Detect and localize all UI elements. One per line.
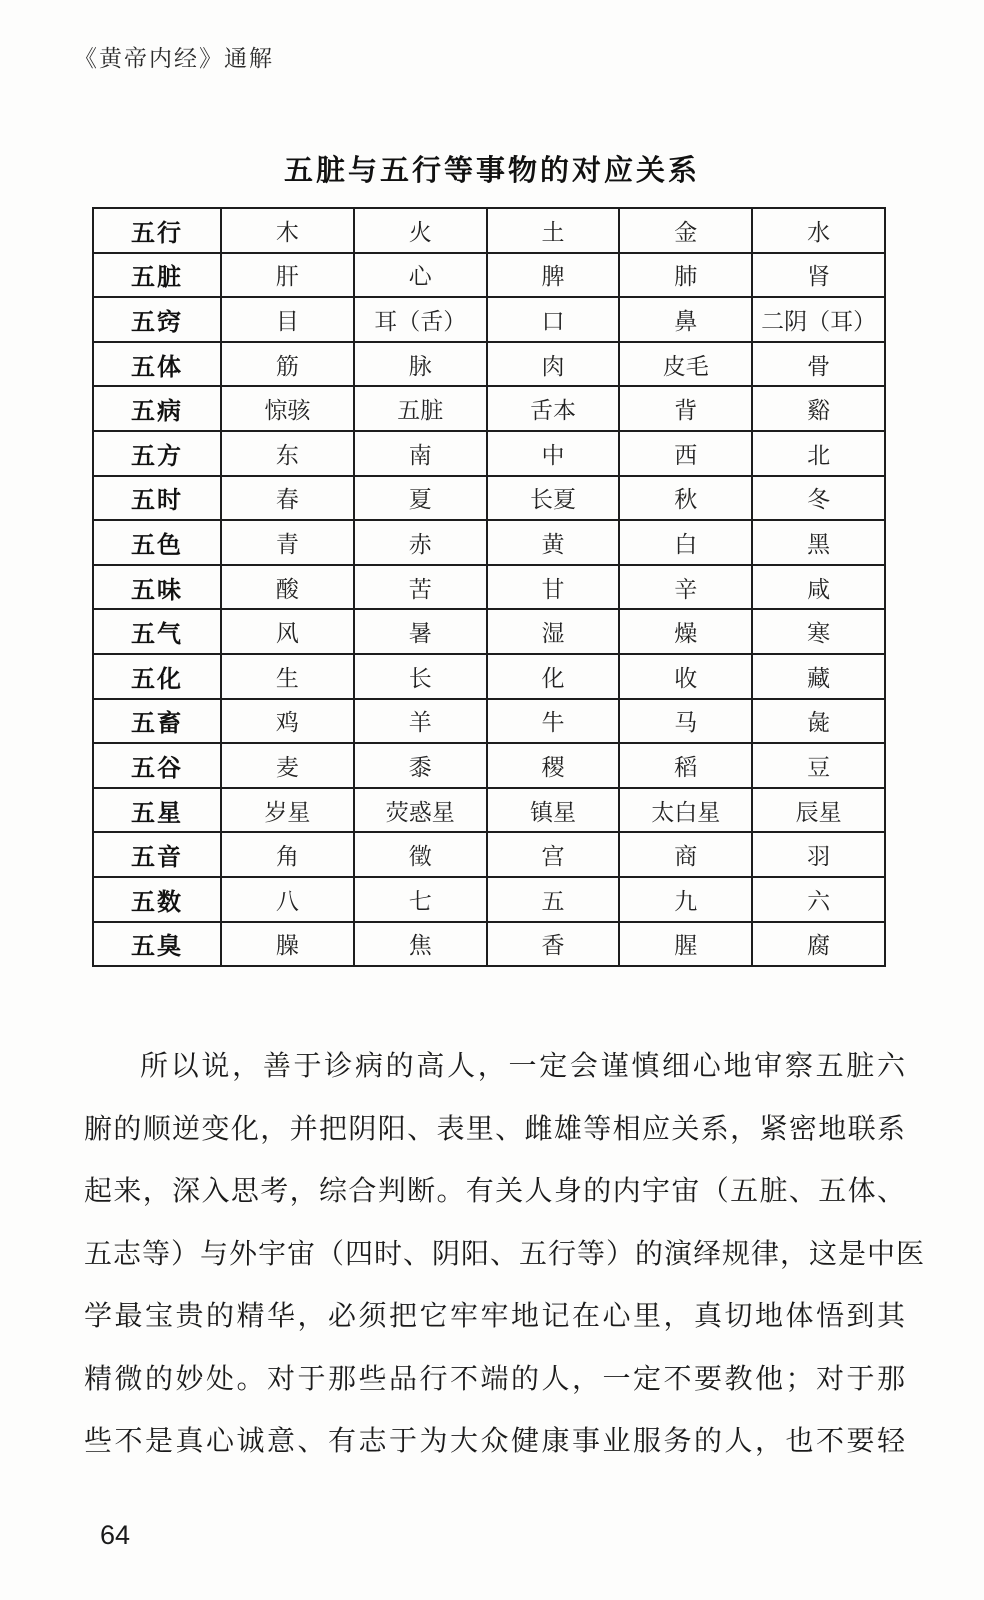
table-row [93,208,885,253]
row-header-cell: 五气 [93,609,221,654]
body-line: 起来，深入思考，综合判断。有关人身的内宇宙（五脏、五体、 [84,1176,906,1207]
page-number: 64 [100,1520,131,1550]
table-cell: 稻 [619,743,752,788]
running-header: 《黄帝内经》通解 [74,46,274,71]
table-cell: 太白星 [619,788,752,833]
table-cell: 九 [619,877,752,922]
table-cell: 脾 [487,253,620,298]
table-cell: 长 [354,654,487,699]
table-cell: 心 [354,253,487,298]
table-cell: 东 [221,431,354,476]
table-cell: 角 [221,832,354,877]
table-cell: 羽 [752,832,885,877]
body-line: 所以说，善于诊病的高人，一定会谨慎细心地审察五脏六 [140,1051,906,1082]
table-cell: 夏 [354,476,487,521]
table-row [93,253,885,298]
row-header-cell: 五时 [93,476,221,521]
table-cell: 黑 [752,520,885,565]
table-cell: 燥 [619,609,752,654]
table-cell: 腐 [752,922,885,967]
row-header-cell: 五音 [93,832,221,877]
table-cell: 咸 [752,565,885,610]
table-row [93,832,885,877]
table-cell: 香 [487,922,620,967]
table-cell: 湿 [487,609,620,654]
table-cell: 舌本 [487,386,620,431]
table-cell: 化 [487,654,620,699]
table-cell: 麦 [221,743,354,788]
body-paragraph [84,1036,926,1474]
table-cell: 木 [221,208,354,253]
row-header-cell: 五脏 [93,253,221,298]
row-header-cell: 五畜 [93,699,221,744]
table-cell: 皮毛 [619,342,752,387]
table-cell: 谿 [752,386,885,431]
body-line: 腑的顺逆变化，并把阴阳、表里、雌雄等相应关系，紧密地联系 [84,1113,906,1145]
row-header-cell: 五谷 [93,743,221,788]
table-cell: 生 [221,654,354,699]
table-cell: 五脏 [354,386,487,431]
table-cell: 徵 [354,832,487,877]
row-header-cell: 五体 [93,342,221,387]
table-row [93,699,885,744]
row-header-cell: 五味 [93,565,221,610]
row-header-cell: 五窍 [93,297,221,342]
table-cell: 西 [619,431,752,476]
table-row [93,297,885,342]
table-row [93,342,885,387]
table-cell: 鸡 [221,699,354,744]
table-cell: 腥 [619,922,752,967]
table-cell: 肉 [487,342,620,387]
table-cell: 五 [487,877,620,922]
row-header-cell: 五行 [93,208,221,253]
table-cell: 耳（舌） [354,297,487,342]
table-cell: 藏 [752,654,885,699]
table-cell: 青 [221,520,354,565]
table-cell: 背 [619,386,752,431]
table-row [93,877,885,922]
table-cell: 臊 [221,922,354,967]
table-row [93,609,885,654]
table-cell: 赤 [354,520,487,565]
table-cell: 商 [619,832,752,877]
table-row [93,922,885,967]
table-row [93,654,885,699]
table-cell: 宫 [487,832,620,877]
table-cell: 稷 [487,743,620,788]
table-cell: 冬 [752,476,885,521]
table-row [93,788,885,833]
table-cell: 中 [487,431,620,476]
body-line: 些不是真心诚意、有志于为大众健康事业服务的人，也不要轻 [84,1426,906,1457]
table-cell: 目 [221,297,354,342]
table-cell: 肾 [752,253,885,298]
table-cell: 金 [619,208,752,253]
table-cell: 辛 [619,565,752,610]
row-header-cell: 五星 [93,788,221,833]
table-cell: 马 [619,699,752,744]
table-cell: 北 [752,431,885,476]
table-cell: 肝 [221,253,354,298]
table-cell: 暑 [354,609,487,654]
table-cell: 口 [487,297,620,342]
table-cell: 南 [354,431,487,476]
table-row [93,565,885,610]
table-cell: 八 [221,877,354,922]
table-cell: 惊骇 [221,386,354,431]
row-header-cell: 五病 [93,386,221,431]
table-row [93,520,885,565]
table-cell: 肺 [619,253,752,298]
row-header-cell: 五方 [93,431,221,476]
table-row [93,476,885,521]
table-title: 五脏与五行等事物的对应关系 [283,155,700,187]
table-cell: 辰星 [752,788,885,833]
table-cell: 岁星 [221,788,354,833]
body-line: 五志等）与外宇宙（四时、阴阳、五行等）的演绎规律，这是中医 [84,1238,926,1270]
table-cell: 鼻 [619,297,752,342]
table-cell: 火 [354,208,487,253]
table-cell: 羊 [354,699,487,744]
body-line: 精微的妙处。对于那些品行不端的人，一定不要教他；对于那 [84,1363,906,1395]
row-header-cell: 五臭 [93,922,221,967]
table-cell: 六 [752,877,885,922]
table-cell: 春 [221,476,354,521]
table-cell: 黄 [487,520,620,565]
table-cell: 酸 [221,565,354,610]
table-cell: 长夏 [487,476,620,521]
table-cell: 彘 [752,699,885,744]
table-row [93,431,885,476]
table-cell: 焦 [354,922,487,967]
table-row [93,743,885,788]
body-line: 学最宝贵的精华，必须把它牢牢地记在心里，真切地体悟到其 [84,1301,906,1332]
table-cell: 黍 [354,743,487,788]
table-cell: 收 [619,654,752,699]
table-cell: 土 [487,208,620,253]
table-cell: 镇星 [487,788,620,833]
table-cell: 荧惑星 [354,788,487,833]
correspondence-table-body [93,208,885,966]
table-cell: 水 [752,208,885,253]
table-cell: 寒 [752,609,885,654]
table-cell: 骨 [752,342,885,387]
table-cell: 牛 [487,699,620,744]
table-row [93,386,885,431]
table-cell: 二阴（耳） [752,297,885,342]
table-cell: 筋 [221,342,354,387]
row-header-cell: 五色 [93,520,221,565]
table-cell: 苦 [354,565,487,610]
table-cell: 风 [221,609,354,654]
table-cell: 豆 [752,743,885,788]
row-header-cell: 五化 [93,654,221,699]
table-cell: 秋 [619,476,752,521]
correspondence-table [92,207,886,967]
table-cell: 甘 [487,565,620,610]
table-cell: 脉 [354,342,487,387]
table-cell: 七 [354,877,487,922]
table-cell: 白 [619,520,752,565]
row-header-cell: 五数 [93,877,221,922]
